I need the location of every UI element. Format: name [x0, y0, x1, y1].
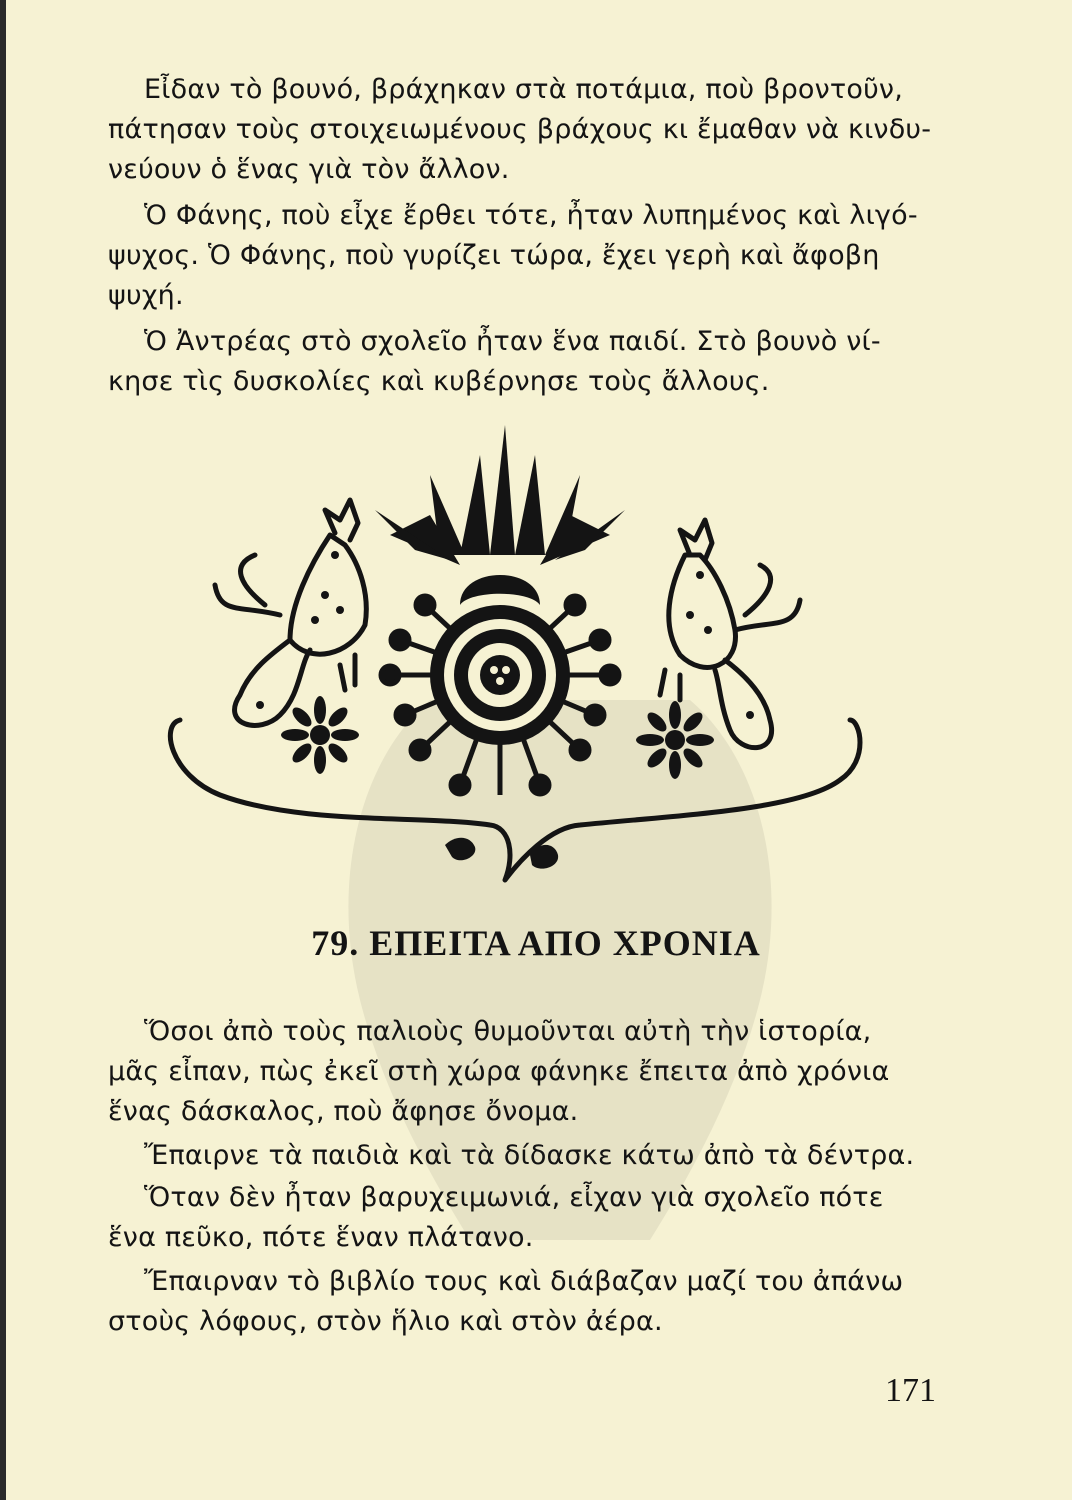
text-line: νεύουν ὁ ἕνας γιὰ τὸν ἄλλον. — [108, 154, 510, 185]
text-line: Εἶδαν τὸ βουνό, βράχηκαν στὰ ποτάμια, ποὺ βροντοῦν, — [144, 74, 903, 105]
page-number: 171 — [885, 1372, 936, 1409]
text-line: πάτησαν τοὺς στοιχειωμένους βράχους κι ἔμαθαν νὰ κινδυ- — [108, 114, 932, 145]
text-line: μᾶς εἶπαν, πὼς ἐκεῖ στὴ χώρα φάνηκε ἔπειτα ἀπὸ χρόνια — [108, 1056, 890, 1087]
text-line: ἕνας δάσκαλος, ποὺ ἄφησε ὄνομα. — [108, 1096, 579, 1127]
chapter-heading: 79. ΕΠΕΙΤΑ ΑΠΟ ΧΡΟΝΙΑ — [311, 923, 761, 963]
paragraph-mountain — [108, 70, 952, 190]
paragraph-trees — [108, 1136, 952, 1176]
text-line: ψυχή. — [108, 280, 184, 311]
paragraph-hills — [108, 1262, 952, 1342]
text-line: Ὅσοι ἀπὸ τοὺς παλιοὺς θυμοῦνται αὐτὴ τὴν ἱστορία, — [144, 1016, 872, 1047]
text-line: Ὁ Ἀντρέας στὸ σχολεῖο ἦταν ἕνα παιδί. Στὸ βουνὸ νί- — [144, 326, 881, 357]
text-line: Ὁ Φάνης, ποὺ εἶχε ἔρθει τότε, ἦταν λυπημένος καὶ λιγό- — [144, 200, 918, 231]
paragraph-andreas — [108, 322, 952, 402]
paragraph-fanis — [108, 196, 952, 316]
paragraph-teacher — [108, 1012, 952, 1132]
text-line: ἕνα πεῦκο, πότε ἕναν πλάτανο. — [108, 1222, 534, 1253]
folk-art-birds-sun-ornament-icon — [160, 415, 880, 885]
text-line: ψυχος. Ὁ Φάνης, ποὺ γυρίζει τώρα, ἔχει γερὴ καὶ ἄφοβη — [108, 240, 880, 271]
text-line: κησε τὶς δυσκολίες καὶ κυβέρνησε τοὺς ἄλλους. — [108, 366, 770, 397]
text-line: Ἔπαιρναν τὸ βιβλίο τους καὶ διάβαζαν μαζί του ἀπάνω — [144, 1266, 904, 1297]
paragraph-winter — [108, 1178, 952, 1258]
text-line: στοὺς λόφους, στὸν ἥλιο καὶ στὸν ἀέρα. — [108, 1306, 663, 1337]
text-line: Ὅταν δὲν ἦταν βαρυχειμωνιά, εἶχαν γιὰ σχολεῖο πότε — [144, 1182, 884, 1213]
text-line: Ἔπαιρνε τὰ παιδιὰ καὶ τὰ δίδασκε κάτω ἀπὸ τὰ δέντρα. — [144, 1140, 915, 1171]
